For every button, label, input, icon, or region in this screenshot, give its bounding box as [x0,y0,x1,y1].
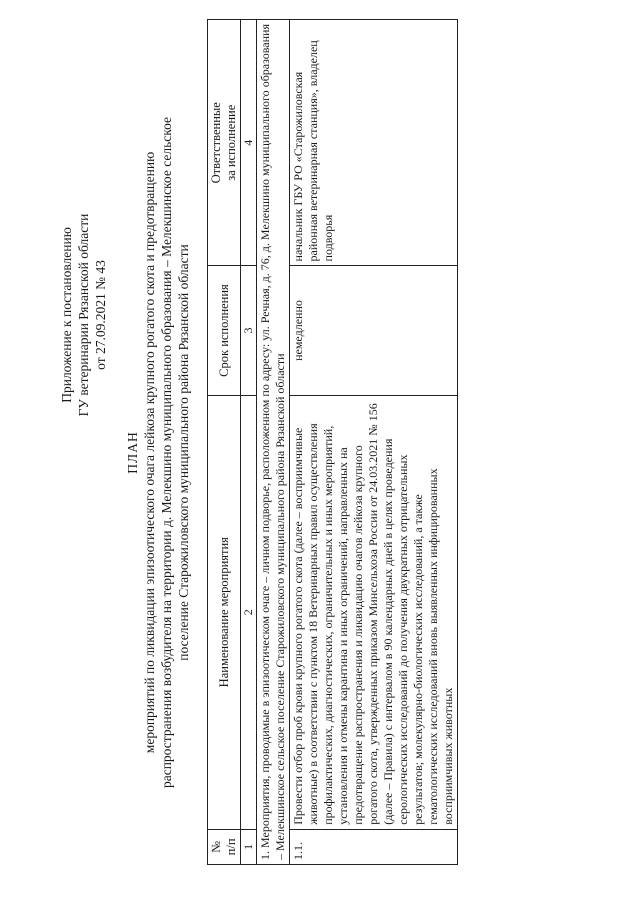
header-responsible: Ответственные за исполнение [208,20,241,266]
title-line-3: поселение Старожиловского муниципального района Рязанской области [176,244,191,661]
section-row [257,20,290,865]
row-term: немедленно [290,266,458,395]
col-number-3: 3 [241,266,257,395]
section-heading: 1. Мероприятия, проводимые в эпизоотическом очаге – личном подворье, расположенном по адресу: ул. Речная, д. 76, д. Мелекшино муниципального образования – Мелекшинское сельское поселение Старожиловского муниципального района Рязанской области [257,20,290,865]
plan-table [207,19,458,865]
title-line-2: распространения возбудителя на территории д. Мелекшино муниципального образования – Мелекшинское сельское [159,116,174,789]
col-number-4: 4 [241,20,257,266]
header-name: Наименование мероприятия [208,395,241,829]
document-title [124,0,192,905]
appendix-line-3: от 27.09.2021 № 43 [93,260,108,370]
appendix-line-2: ГУ ветеринарии Рязанской области [76,213,91,417]
col-number-2: 2 [241,395,257,829]
table-row [290,20,458,865]
appendix-line-1: Приложение к постановлению [59,227,74,403]
column-number-row [241,20,257,865]
header-num: № п/п [208,829,241,864]
col-number-1: 1 [241,829,257,864]
row-measure-name: Провести отбор проб крови крупного рогатого скота (далее – восприимчивые животные) в соответствии с пунктом 18 Ветеринарных правил осуществления профилактических, диагностических, ограничительных и иных мероприятий, установления и отмены карантина и иных ограничений, направленных на предотвращение распространения и ликвидацию очагов лейкоза крупного рогатого скота, утвержденных приказом Минсельхоза России от 24.03.2021 № 156 (далее – Правила) с интервалом в 90 календарных дней в целях проведения серологических исследований до получения двукратных отрицательных результатов; молекулярно-биологических исследований, а также гематологических исследований вновь выявленных инфицированных восприимчивых животных [290,395,458,829]
row-responsible: начальник ГБУ РО «Старожиловская районная ветеринарная станция», владелец подворья [290,20,458,266]
row-number: 1.1. [290,829,458,864]
header-term: Срок исполнения [208,266,241,395]
appendix-block [58,165,109,465]
title-line-1: мероприятий по ликвидации эпизоотического очага лейкоза крупного рогатого скота и предотвращению [142,151,157,754]
title-heading: ПЛАН [125,431,140,474]
header-row [208,20,241,865]
